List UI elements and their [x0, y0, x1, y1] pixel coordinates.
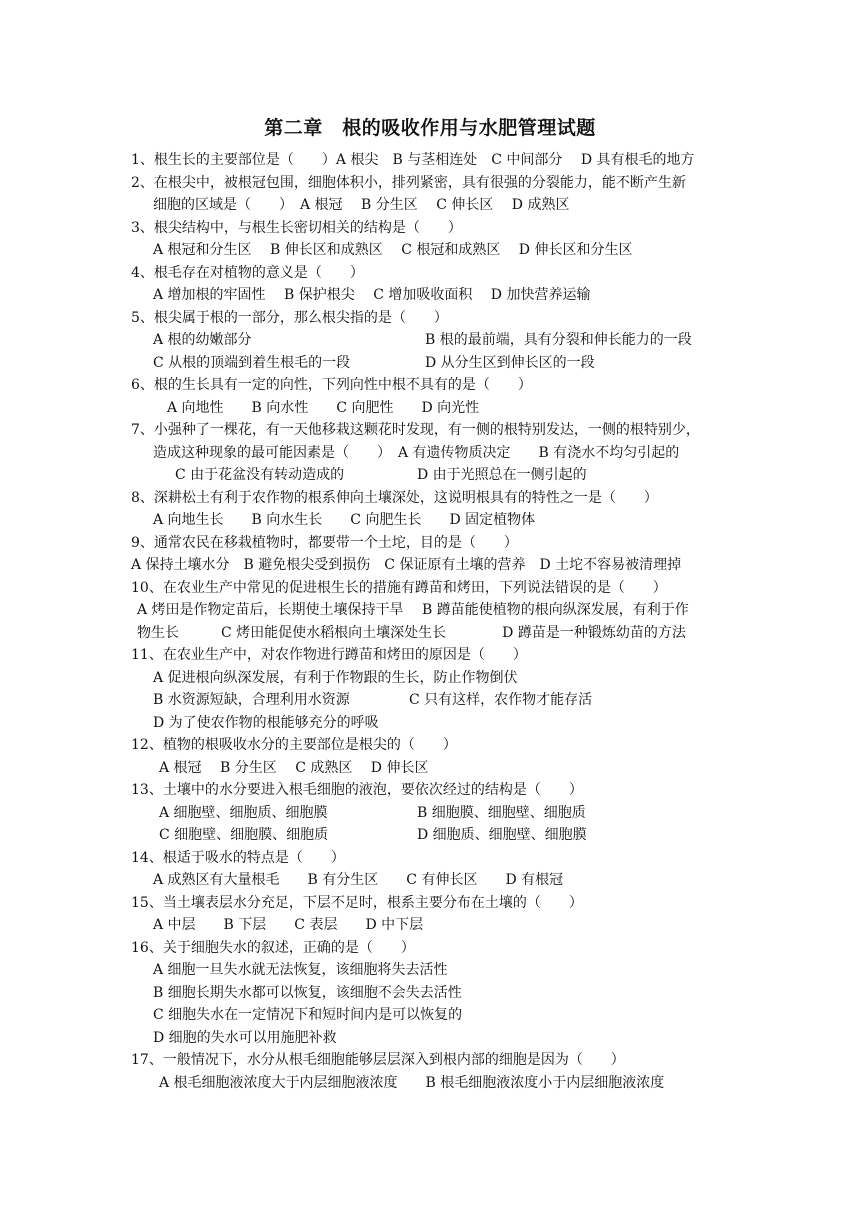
question-10-options: A 烤田是作物定苗后，长期使土壤保持干旱 B 蹲苗能使植物的根向纵深发展，有利于作 — [137, 602, 689, 618]
question-11-option-c: C 只有这样，农作物才能存活 — [409, 692, 593, 708]
question-3-options: A 根冠和分生区 B 伸长区和成熟区 C 根冠和成熟区 D 伸长区和分生区 — [153, 242, 633, 258]
question-16: 16、关于细胞失水的叙述，正确的是（ ） — [131, 940, 415, 956]
question-17-options: A 根毛细胞液浓度大于内层细胞液浓度 B 根毛细胞液浓度小于内层细胞液浓度 — [159, 1075, 665, 1091]
question-11-option-d: D 为了使农作物的根能够充分的呼吸 — [153, 715, 379, 731]
question-2-cont: 细胞的区域是（ ） A 根冠 B 分生区 C 伸长区 D 成熟区 — [153, 197, 570, 213]
question-8-options: A 向地生长 B 向水生长 C 向肥生长 D 固定植物体 — [153, 512, 536, 528]
question-13-option-b: B 细胞膜、细胞壁、细胞质 — [417, 805, 586, 821]
question-11: 11、在农业生产中，对农作物进行蹲苗和烤田的原因是（ ） — [131, 647, 527, 663]
question-5-option-a: A 根的幼嫩部分 — [153, 332, 252, 348]
page-title: 第二章 根的吸收作用与水肥管理试题 — [264, 117, 596, 139]
question-11-option-a: A 促进根向纵深发展，有利于作物跟的生长，防止作物倒伏 — [153, 670, 518, 686]
question-4: 4、根毛存在对植物的意义是（ ） — [131, 265, 364, 281]
question-7-option-c: C 由于花盆没有转动造成的 — [175, 467, 345, 483]
question-16-option-d: D 细胞的失水可以用施肥补救 — [153, 1030, 337, 1046]
question-7-option-d: D 由于光照总在一侧引起的 — [417, 467, 587, 483]
question-16-option-b: B 细胞长期失水都可以恢复，该细胞不会失去活性 — [153, 985, 462, 1001]
question-16-option-a: A 细胞一旦失水就无法恢复，该细胞将失去活性 — [153, 962, 448, 978]
question-5: 5、根尖属于根的一部分，那么根尖指的是（ ） — [131, 310, 448, 326]
question-7-cont: 造成这种现象的最可能因素是（ ） A 有遗传物质决定 B 有浇水不均匀引起的 — [153, 445, 680, 461]
question-6: 6、根的生长具有一定的向性，下列向性中根不具有的是（ ） — [131, 377, 532, 393]
question-6-options: A 向地性 B 向水性 C 向肥性 D 向光性 — [167, 400, 480, 416]
question-13-option-d: D 细胞质、细胞壁、细胞膜 — [417, 827, 587, 843]
question-1: 1、根生长的主要部位是（ ）A 根尖 B 与茎相连处 C 中间部分 D 具有根毛的地方 — [131, 152, 695, 168]
question-12: 12、植物的根吸收水分的主要部位是根尖的（ ） — [131, 737, 457, 753]
question-5-option-c: C 从根的顶端到着生根毛的一段 — [153, 355, 351, 371]
question-16-option-c: C 细胞失水在一定情况下和短时间内是可以恢复的 — [153, 1007, 463, 1023]
question-10: 10、在农业生产中常见的促进根生长的措施有蹲苗和烤田，下列说法错误的是（ ） — [131, 580, 667, 596]
question-3: 3、根尖结构中，与根生长密切相关的结构是（ ） — [131, 220, 462, 236]
question-11-option-b: B 水资源短缺，合理利用水资源 — [153, 692, 350, 708]
question-14: 14、根适于吸水的特点是（ ） — [131, 850, 345, 866]
question-5-option-b: B 根的最前端，具有分裂和伸长能力的一段 — [425, 332, 692, 348]
question-10-options-cont: 物生长 C 烤田能促使水稻根向土壤深处生长 D 蹲苗是一种锻炼幼苗的方法 — [137, 625, 686, 641]
question-14-options: A 成熟区有大量根毛 B 有分生区 C 有伸长区 D 有根冠 — [153, 872, 564, 888]
question-15: 15、当土壤表层水分充足，下层不足时，根系主要分布在土壤的（ ） — [131, 895, 583, 911]
question-13-option-c: C 细胞壁、细胞膜、细胞质 — [159, 827, 329, 843]
question-13: 13、土壤中的水分要进入根毛细胞的液泡，要依次经过的结构是（ ） — [131, 782, 583, 798]
question-17: 17、一般情况下，水分从根毛细胞能够层层深入到根内部的细胞是因为（ ） — [131, 1052, 625, 1068]
question-8: 8、深耕松土有利于农作物的根系伸向土壤深处，这说明根具有的特性之一是（ ） — [131, 490, 658, 506]
question-7: 7、小强种了一棵花，有一天他移栽这颗花时发现，有一侧的根特别发达，一侧的根特别少， — [131, 422, 700, 438]
question-12-options: A 根冠 B 分生区 C 成熟区 D 伸长区 — [159, 760, 429, 776]
question-4-options: A 增加根的牢固性 B 保护根尖 C 增加吸收面积 D 加快营养运输 — [153, 287, 591, 303]
question-9-options: A 保持土壤水分 B 避免根尖受到损伤 C 保证原有土壤的营养 D 土坨不容易被清理掉 — [131, 557, 682, 573]
question-13-option-a: A 细胞壁、细胞质、细胞膜 — [159, 805, 328, 821]
question-9: 9、通常农民在移栽植物时，都要带一个土坨，目的是（ ） — [131, 535, 518, 551]
question-15-options: A 中层 B 下层 C 表层 D 中下层 — [153, 917, 424, 933]
question-2: 2、在根尖中，被根冠包围，细胞体积小，排列紧密，具有很强的分裂能力，能不断产生新 — [131, 175, 686, 191]
question-5-option-d: D 从分生区到伸长区的一段 — [425, 355, 595, 371]
